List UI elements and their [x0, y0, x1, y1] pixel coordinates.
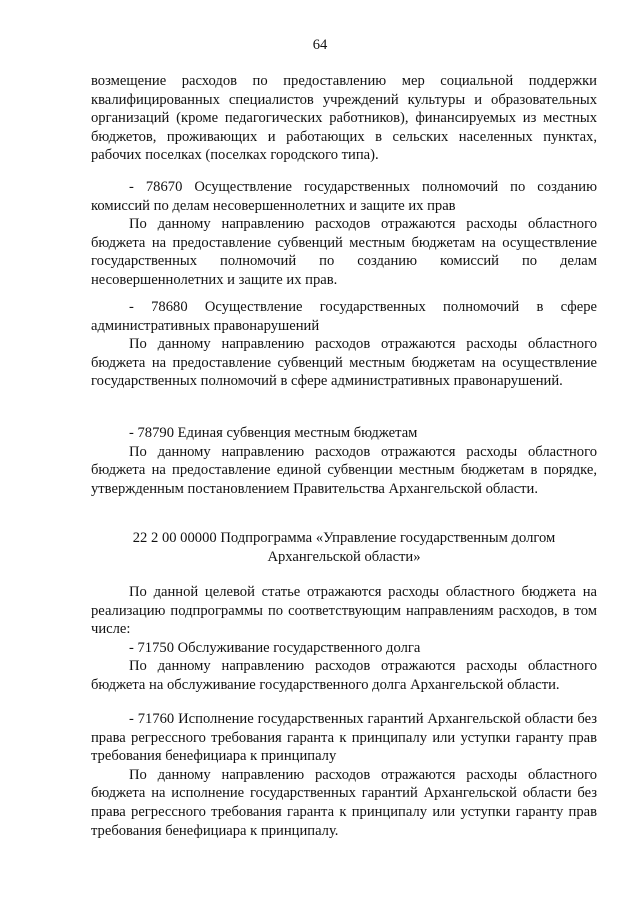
item-78680: [91, 298, 597, 391]
item-text: По данному направлению расходов отражаются расходы областного бюджета на предоставление субвенций местным бюджетам на осуществление государственных полномочий в сфере административных правонарушений.: [91, 336, 597, 390]
item-text: По данному направлению расходов отражаются расходы областного бюджета на предоставление единой субвенции местным бюджетам в порядке, утвержденным постановлением Правительства Архангельской области.: [91, 443, 597, 497]
item-71760: [91, 710, 597, 840]
item-text: По данному направлению расходов отражаются расходы областного бюджета на обслуживание государственного долга Архангельской области.: [91, 658, 597, 693]
page-number: 64: [312, 37, 328, 53]
item-heading: - 71750 Обслуживание государственного долга: [129, 639, 421, 656]
item-heading: - 78670 Осуществление государственных полномочий по созданию комиссий по делам несовершеннолетних и защите их прав: [91, 179, 597, 214]
subprogram-title: [91, 529, 597, 566]
subprogram-intro: По данной целевой статье отражаются расходы областного бюджета на реализацию подпрограммы по соответствующим направлениям расходов, в том числе:: [91, 584, 597, 638]
item-text: По данному направлению расходов отражаются расходы областного бюджета на предоставление субвенций местным бюджетам на осуществление государственных полномочий по созданию комиссий по делам несовершеннолетних и защите их прав.: [91, 216, 597, 288]
intro-paragraph: [91, 72, 597, 165]
item-heading: - 71760 Исполнение государственных гарантий Архангельской области без права регрессного требования гаранта к принципалу или уступки гаранту прав требования бенефициара к принципалу: [91, 711, 597, 765]
item-heading: - 78680 Осуществление государственных полномочий в сфере административных правонарушений: [91, 299, 597, 334]
intro-text: возмещение расходов по предоставлению мер социальной поддержки квалифицированных специалистов учреждений культуры и образовательных организаций (кроме педагогических работников), финансируемых из местных бюджетов, проживающих и работающих в сельских населенных пунктах, рабочих поселках (поселках городского типа).: [91, 73, 597, 164]
subprogram-body: [91, 583, 597, 695]
item-78790: [91, 424, 597, 498]
item-78670: [91, 178, 597, 290]
item-heading: - 78790 Единая субвенция местным бюджетам: [129, 425, 418, 441]
item-text: По данному направлению расходов отражаются расходы областного бюджета на исполнение государственных гарантий Архангельской области без права регрессного требования гаранта к принципалу или уступки гаранту прав требования бенефициара к принципалу.: [91, 766, 597, 839]
subprogram-title-line2: Архангельской области»: [267, 548, 421, 565]
subprogram-title-line1: 22 2 00 00000 Подпрограмма «Управление государственным долгом: [132, 530, 556, 546]
